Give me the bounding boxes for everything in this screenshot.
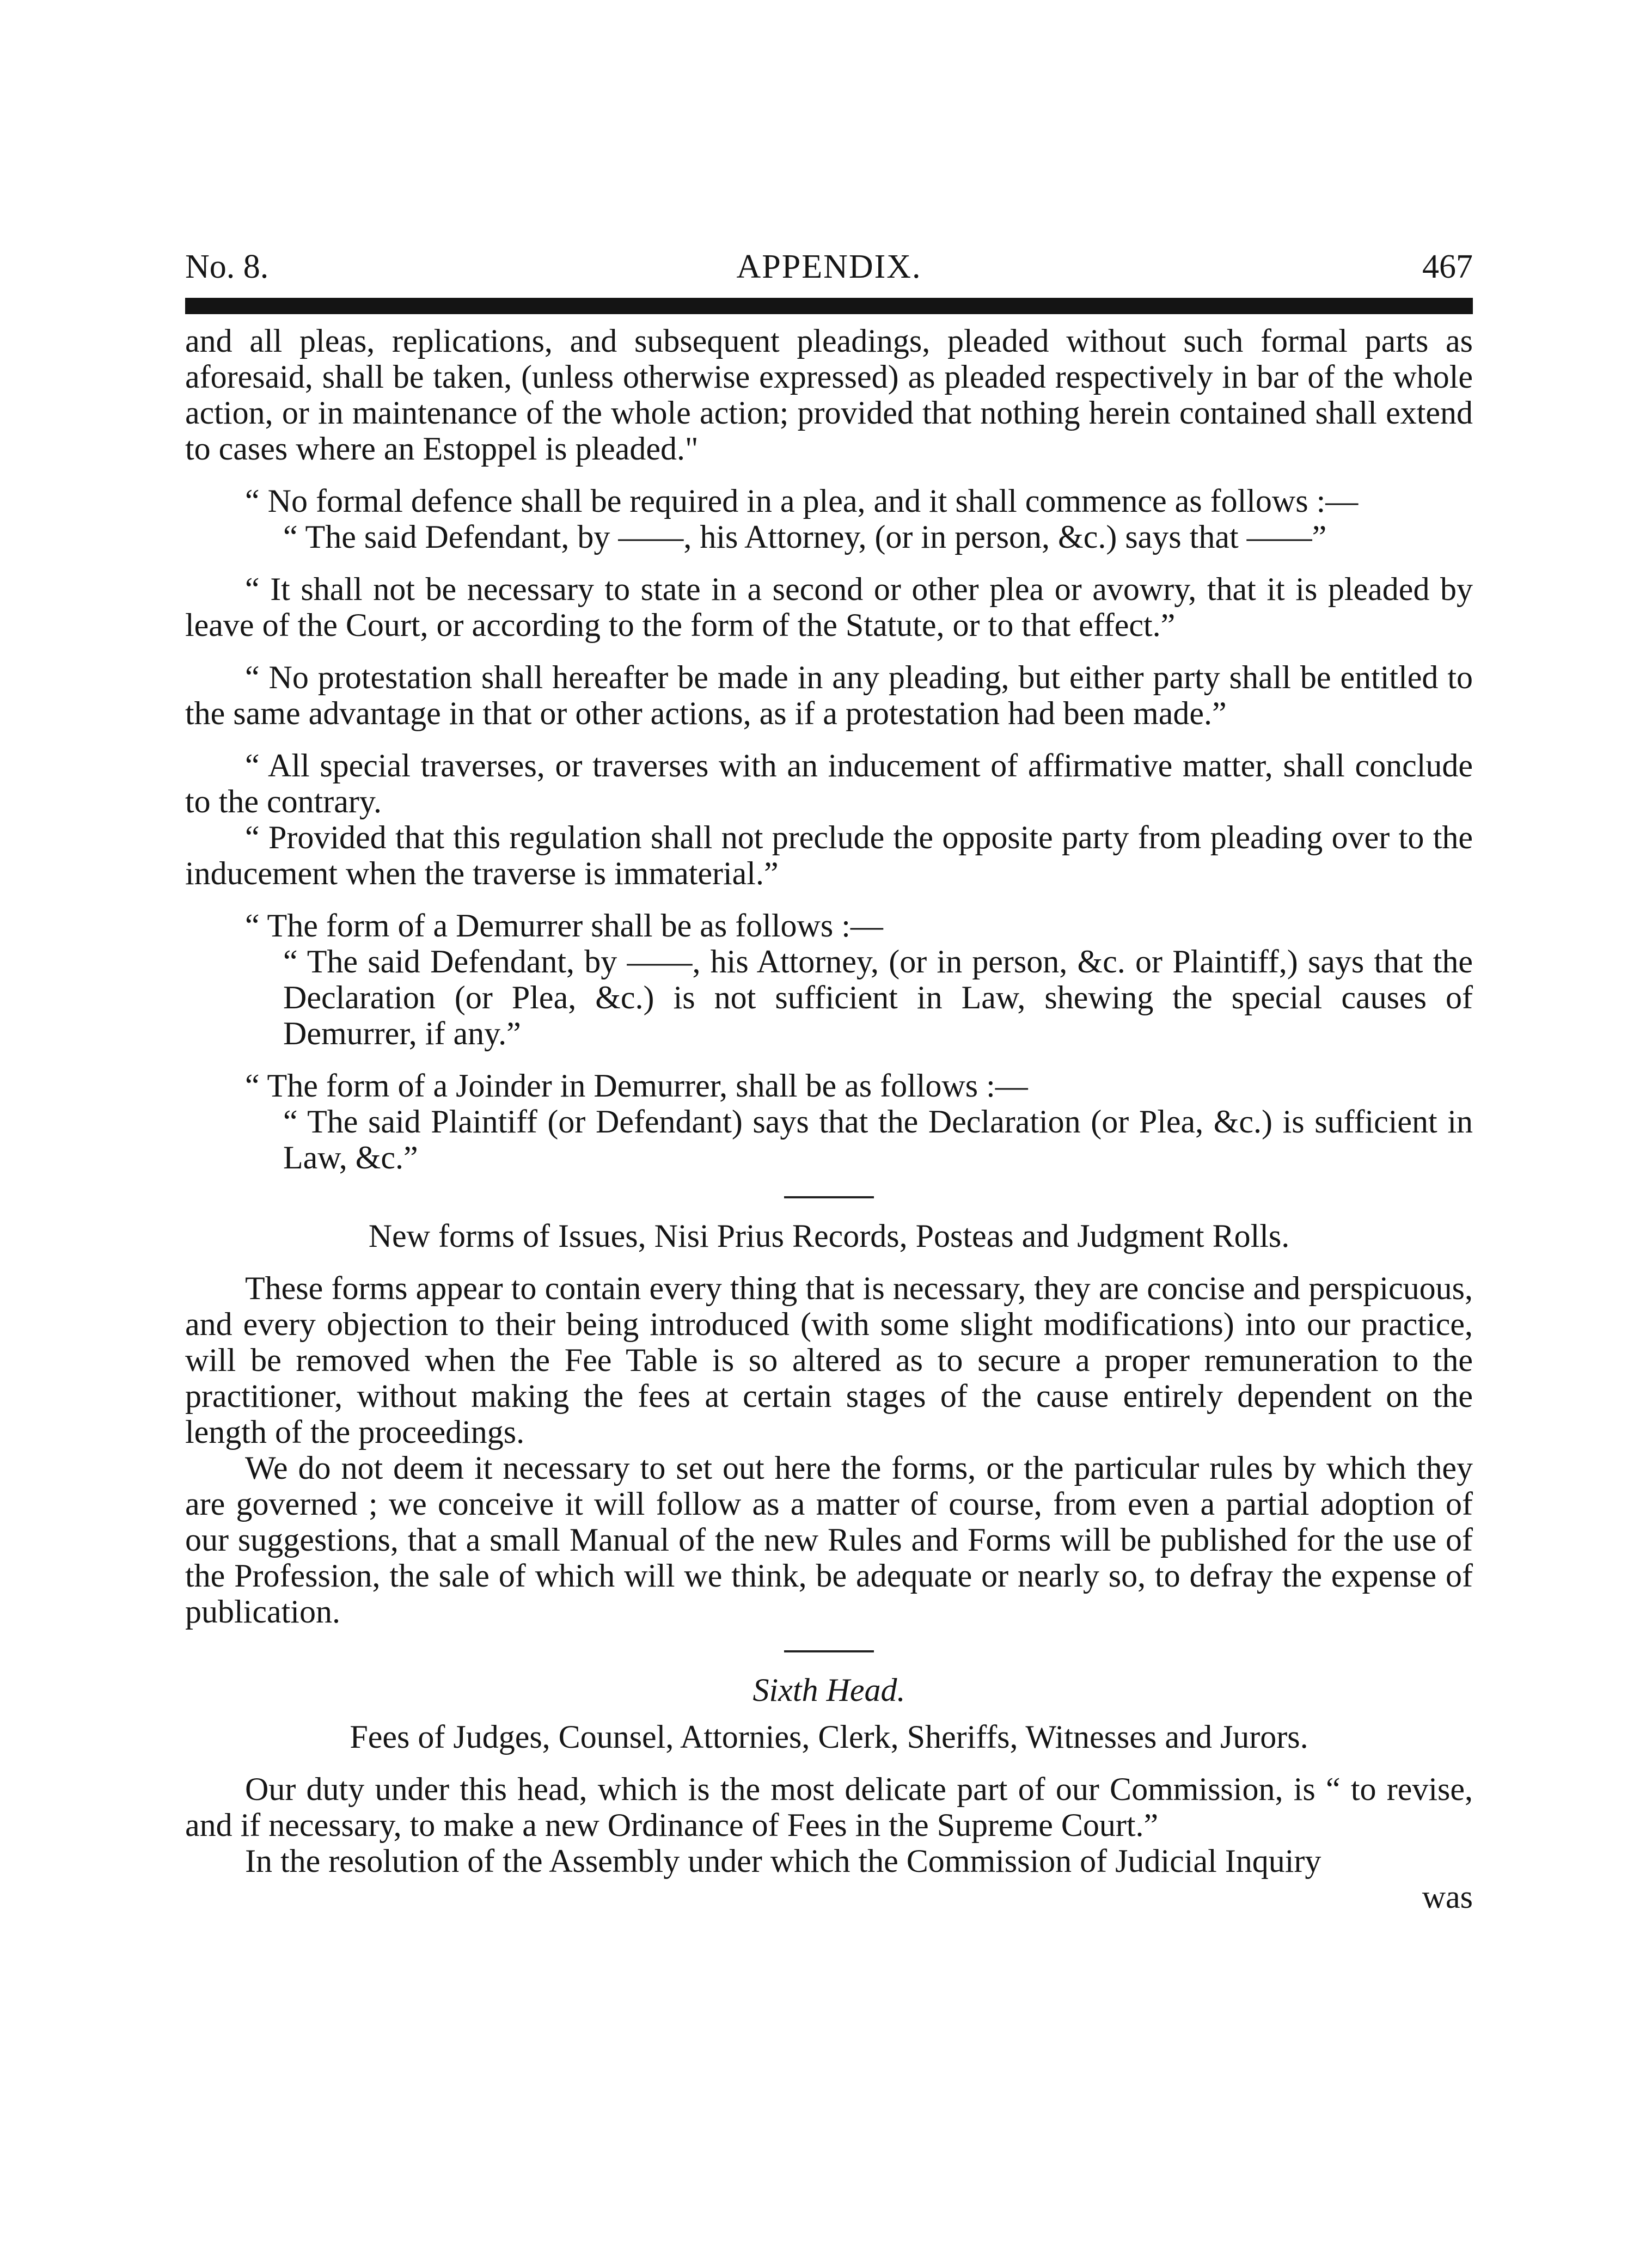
paragraph-special-traverses: “ All special traverses, or traverses with an inducement of affirmative matter, shall conclude to the contrary. — [185, 748, 1473, 819]
body-text — [185, 323, 1473, 1915]
paragraph-forms-concise: These forms appear to contain every thing that is necessary, they are concise and perspicuous, and every objection to their being introduced (with some slight modifications) into our practice, will be removed when the Fee Table is so altered as to secure a proper remuneration to the practitioner, without making the fees at certain stages of the cause entirely dependent on the length of the proceedings. — [185, 1270, 1473, 1450]
catchword: was — [1422, 1879, 1473, 1915]
paragraph-protestation: “ No protestation shall hereafter be made in any pleading, but either party shall be entitled to the same advantage in that or other actions, as if a protestation had been made.” — [185, 659, 1473, 731]
paragraph-demurrer: “ The form of a Demurrer shall be as follows :— — [245, 908, 883, 944]
quote-demurrer — [283, 944, 1473, 1051]
section-separator — [784, 1196, 874, 1198]
quote-text: “ The said Plaintiff (or Defendant) says that the Declaration (or Plea, &c.) is sufficient in Law, &c.” — [283, 1104, 1473, 1175]
paragraph-manual: We do not deem it necessary to set out here the forms, or the particular rules by which they are governed ; we conceive it will follow as a matter of course, from even a partial adoption of our suggestions, that a small Manual of the new Rules and Forms will be published for the use of the Profession, the sale of which will we think, be adequate or nearly so, to defray the expense of publication. — [185, 1450, 1473, 1630]
paragraph-proviso: “ Provided that this regulation shall not preclude the opposite party from pleading over to the inducement when the traverse is immaterial.” — [185, 819, 1473, 891]
document-number: No. 8. — [185, 248, 269, 285]
paragraph-duty: Our duty under this head, which is the most delicate part of our Commission, is “ to revise, and if necessary, to make a new Ordinance of Fees in the Supreme Court.” — [185, 1771, 1473, 1843]
paragraph-resolution: In the resolution of the Assembly under which the Commission of Judicial Inquiry — [245, 1843, 1321, 1879]
paragraph-second-plea: “ It shall not be necessary to state in a second or other plea or avowry, that it is pleaded by leave of the Court, or according to the form of the Statute, or to that effect.” — [185, 571, 1473, 643]
quote-text: “ The said Defendant, by ——, his Attorney, (or in person, &c.) says that ——” — [283, 519, 1327, 555]
section-separator — [784, 1650, 874, 1652]
section-title: APPENDIX. — [736, 248, 922, 285]
heading-sixth-head: Sixth Head. — [752, 1672, 905, 1708]
page-number: 467 — [1422, 248, 1473, 285]
paragraph-pleas: and all pleas, replications, and subsequent pleadings, pleaded without such formal parts as aforesaid, shall be taken, (unless otherwise expressed) as pleaded respectively in bar of the whole action, or in maintenance of the whole action; provided that nothing herein contained shall extend to cases where an Estoppel is pleaded." — [185, 323, 1473, 467]
running-header — [185, 248, 1473, 286]
heading-fees: Fees of Judges, Counsel, Attornies, Clerk, Sheriffs, Witnesses and Jurors. — [350, 1719, 1308, 1755]
header-rule — [185, 298, 1473, 316]
heading-new-forms: New forms of Issues, Nisi Prius Records, Posteas and Judgment Rolls. — [368, 1218, 1290, 1254]
quote-joinder — [283, 1104, 1473, 1175]
paragraph-formal-defence: “ No formal defence shall be required in a plea, and it shall commence as follows :— — [245, 483, 1359, 519]
quote-text: “ The said Defendant, by ——, his Attorney, (or in person, &c. or Plaintiff,) says that the Declaration (or Plea, &c.) is not sufficient in Law, shewing the special causes of Demurrer, if any.” — [283, 944, 1473, 1051]
quote-defendant-plea — [283, 519, 1473, 555]
page — [185, 248, 1473, 1915]
paragraph-joinder: “ The form of a Joinder in Demurrer, shall be as follows :— — [245, 1068, 1028, 1104]
